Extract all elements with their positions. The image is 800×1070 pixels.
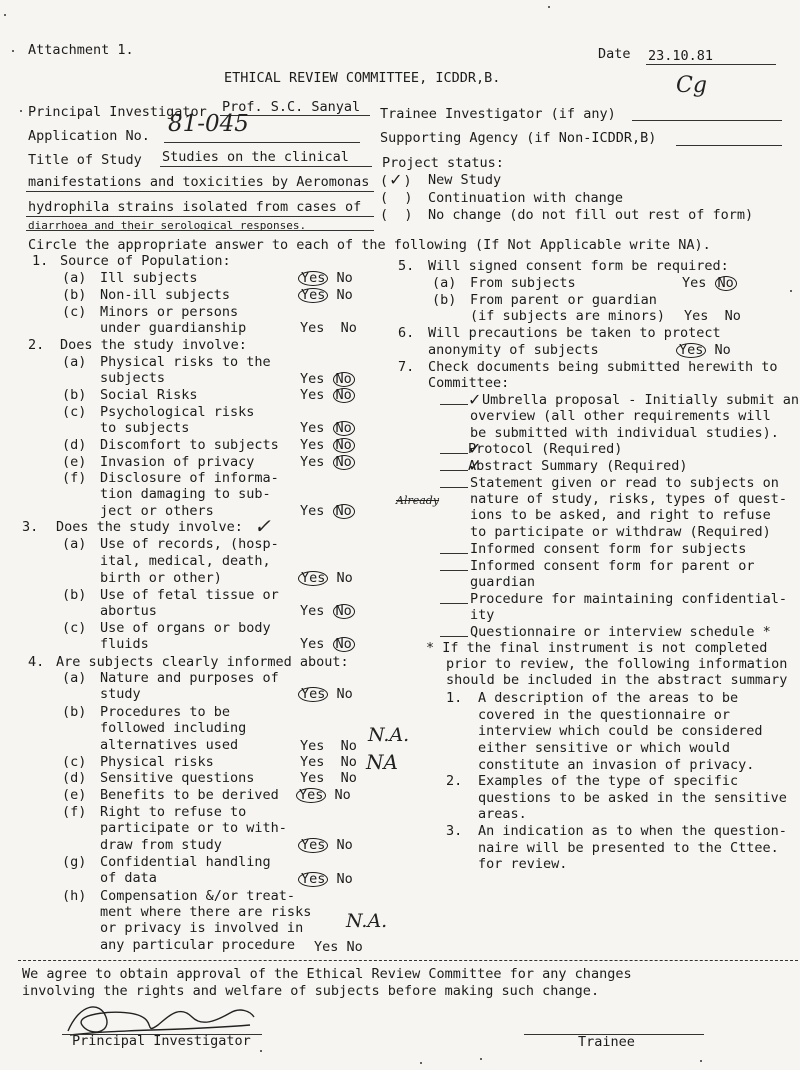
q1c-answer[interactable]: Yes No	[300, 320, 357, 336]
doc-protocol: Protocol (Required)	[468, 441, 623, 457]
q4a-answer[interactable]: Yes No	[298, 686, 353, 702]
q4e-num: (e)	[62, 787, 87, 803]
q4f-text-1: Right to refuse to	[100, 804, 247, 820]
doc-consent-subjects-check[interactable]	[440, 541, 468, 558]
trainee-signature-label: Trainee	[578, 1034, 635, 1050]
q4f-answer[interactable]: Yes No	[298, 837, 353, 853]
note-item-3-line-1: An indication as to when the question-	[478, 823, 787, 839]
doc-umbrella-check[interactable]	[440, 392, 481, 409]
page-title: ETHICAL REVIEW COMMITTEE, ICDDR,B.	[224, 70, 501, 86]
q4b-text-2: followed including	[100, 720, 247, 736]
q4d-num: (d)	[62, 770, 87, 786]
doc-confidentiality-2: ity	[470, 607, 495, 623]
note-item-1-line-5: constitute an invasion of privacy.	[478, 757, 755, 773]
q2-num: 2.	[28, 337, 45, 353]
pi-value: Prof. S.C. Sanyal	[222, 99, 361, 115]
note-item-3-num: 3.	[446, 823, 463, 839]
handwritten-mark: Cg	[676, 73, 707, 98]
q2a-num: (a)	[62, 354, 87, 370]
q3c-answer[interactable]: Yes No	[300, 636, 355, 652]
q2b-num: (b)	[62, 387, 87, 403]
note-item-3-line-2: naire will be presented to the Cttee.	[478, 840, 779, 856]
q4g-answer[interactable]: Yes No	[298, 871, 353, 887]
attachment-label: Attachment 1.	[28, 42, 134, 58]
q4g-num: (g)	[62, 854, 87, 870]
doc-statement-1: Statement given or read to subjects on	[470, 475, 779, 491]
note-item-3-line-3: for review.	[478, 856, 568, 872]
q3b-answer[interactable]: Yes No	[300, 603, 355, 619]
q4b-num: (b)	[62, 704, 87, 720]
q7-num: 7.	[398, 359, 415, 375]
title-line-4: diarrhoea and their serological responses.	[28, 219, 307, 232]
q5-text: Will signed consent form be required:	[428, 258, 729, 274]
doc-statement-2: nature of study, risks, types of quest-	[470, 491, 787, 507]
trainee-label: Trainee Investigator (if any)	[380, 106, 616, 122]
q2e-num: (e)	[62, 454, 87, 470]
q3c-text-2: fluids	[100, 636, 149, 652]
q4e-answer[interactable]: Yes No	[296, 787, 351, 803]
q2a-text-2: subjects	[100, 370, 166, 386]
project-status-label: Project status:	[382, 155, 504, 171]
doc-confidentiality-check[interactable]	[440, 591, 468, 608]
q4h-text-2: ment where there are risks	[100, 904, 312, 920]
q7-text-2: Committee:	[428, 375, 510, 391]
note-item-1-line-2: covered in the questionnaire or	[478, 707, 730, 723]
q2c-answer[interactable]: Yes No	[300, 420, 355, 436]
q5b-text-1: From parent or guardian	[470, 292, 657, 308]
q1b-num: (b)	[62, 287, 87, 303]
q1b-answer[interactable]: Yes No	[298, 287, 353, 303]
q7-text-1: Check documents being submitted herewith to	[428, 359, 778, 375]
instruction: Circle the appropriate answer to each of the following (If Not Applicable write NA).	[28, 237, 711, 253]
q3a-num: (a)	[62, 536, 87, 552]
doc-consent-subjects: Informed consent form for subjects	[470, 541, 747, 557]
note-item-1-num: 1.	[446, 690, 463, 706]
q3-text: Does the study involve:	[56, 519, 243, 535]
q4f-text-3: draw from study	[100, 837, 222, 853]
note-item-1-line-3: interview which could be considered	[478, 723, 763, 739]
title-line-2: manifestations and toxicities by Aeromonas	[28, 174, 370, 190]
q1c-text-1: Minors or persons	[100, 304, 239, 320]
title-line-1: Studies on the clinical	[162, 149, 349, 165]
doc-statement-check[interactable]	[440, 475, 468, 492]
q4a-text-1: Nature and purposes of	[100, 670, 279, 686]
status-new-checkbox[interactable]: (✓ )	[380, 172, 412, 189]
q4c-na-mark: NA	[366, 750, 398, 774]
application-value: 81-045	[168, 111, 249, 137]
q6-text-2: anonymity of subjects	[428, 342, 599, 358]
date-value: 23.10.81	[648, 48, 714, 64]
q4-num: 4.	[28, 654, 45, 670]
q4a-text-2: study	[100, 686, 141, 702]
note-item-1-line-4: either sensitive or which would	[478, 740, 730, 756]
q1c-text-2: under guardianship	[100, 320, 247, 336]
q4b-answer[interactable]: Yes No	[300, 738, 357, 754]
status-nochange-label: No change (do not fill out rest of form)	[428, 207, 754, 223]
q2f-num: (f)	[62, 470, 87, 486]
q4g-text-2: of data	[100, 870, 157, 886]
q1a-text: Ill subjects	[100, 270, 198, 286]
q4b-na-mark: N.A.	[368, 724, 410, 746]
q2e-text: Invasion of privacy	[100, 454, 255, 470]
q3b-num: (b)	[62, 587, 87, 603]
q4h-text-4: any particular procedure	[100, 937, 296, 953]
q5a-num: (a)	[432, 275, 457, 291]
q6-text-1: Will precautions be taken to protect	[428, 325, 721, 341]
q4a-num: (a)	[62, 670, 87, 686]
doc-umbrella-3: be submitted with individual studies).	[470, 425, 779, 441]
doc-consent-parent-check[interactable]	[440, 558, 468, 575]
q4b-text-1: Procedures to be	[100, 704, 231, 720]
q4d-text: Sensitive questions	[100, 770, 255, 786]
q4h-text-3: or privacy is involved in	[100, 920, 304, 936]
agreement-line-1: We agree to obtain approval of the Ethical Review Committee for any changes	[22, 966, 632, 982]
q2f-answer[interactable]: Yes No	[300, 503, 355, 519]
q3a-text-3: birth or other)	[100, 570, 222, 586]
q2e-answer[interactable]: Yes No	[300, 454, 355, 470]
note-item-2-line-2: questions to be asked in the sensitive	[478, 790, 787, 806]
q1b-text: Non-ill subjects	[100, 287, 231, 303]
status-new-label: New Study	[428, 172, 502, 188]
q4h-text-1: Compensation &/or treat-	[100, 888, 296, 904]
note-item-2-line-3: areas.	[478, 806, 527, 822]
q2f-text-1: Disclosure of informa-	[100, 470, 279, 486]
q5b-answer[interactable]: Yes No	[684, 308, 741, 324]
q4h-na-mark: N.A.	[346, 910, 388, 932]
status-continuation-label: Continuation with change	[428, 190, 624, 206]
q4h-answer[interactable]: Yes No	[314, 939, 363, 955]
date-label: Date	[598, 46, 631, 62]
q1a-num: (a)	[62, 270, 87, 286]
title-line-3: hydrophila strains isolated from cases of	[28, 199, 362, 215]
q3c-text-1: Use of organs or body	[100, 620, 271, 636]
agreement-line-2: involving the rights and welfare of subjects before making such change.	[22, 983, 600, 999]
q3a-text-1: Use of records, (hosp-	[100, 536, 279, 552]
q4c-text: Physical risks	[100, 754, 214, 770]
q2f-text-2: tion damaging to sub-	[100, 486, 271, 502]
q4f-text-2: participate or to with-	[100, 820, 287, 836]
doc-questionnaire-check[interactable]	[440, 624, 468, 641]
doc-consent-parent-2: guardian	[470, 574, 536, 590]
q5b-text-2: (if subjects are minors)	[470, 308, 666, 324]
doc-umbrella-2: overview (all other requirements will	[470, 408, 771, 424]
q4h-num: (h)	[62, 888, 87, 904]
q1a-answer[interactable]: Yes No	[298, 270, 353, 286]
q4d-answer[interactable]: Yes No	[300, 770, 357, 786]
application-label: Application No.	[28, 128, 150, 144]
note-item-1-line-1: A description of the areas to be	[478, 690, 739, 706]
doc-statement-3: ions to be asked, and right to refuse	[470, 507, 771, 523]
q3b-text-2: abortus	[100, 603, 157, 619]
q2b-answer[interactable]: Yes No	[300, 387, 355, 403]
q5-num: 5.	[398, 258, 415, 274]
doc-statement-4: to participate or withdraw (Required)	[470, 524, 771, 540]
q2c-num: (c)	[62, 404, 87, 420]
q2-text: Does the study involve:	[60, 337, 247, 353]
q6-answer[interactable]: Yes No	[676, 342, 731, 358]
q4c-num: (c)	[62, 754, 87, 770]
q1-text: Source of Population:	[60, 253, 231, 269]
q2d-num: (d)	[62, 437, 87, 453]
q4b-text-3: alternatives used	[100, 737, 239, 753]
q2d-text: Discomfort to subjects	[100, 437, 279, 453]
q3b-text-1: Use of fetal tissue or	[100, 587, 279, 603]
note-line-2: prior to review, the following information	[446, 656, 788, 672]
note-item-2-num: 2.	[446, 773, 463, 789]
pi-label: Principal Investigator	[28, 104, 207, 120]
q4-text: Are subjects clearly informed about:	[56, 654, 349, 670]
title-label: Title of Study	[28, 152, 142, 168]
q2a-text-1: Physical risks to the	[100, 354, 271, 370]
q2b-text: Social Risks	[100, 387, 198, 403]
q3a-answer[interactable]: Yes No	[298, 570, 353, 586]
q2f-text-3: ject or others	[100, 503, 214, 519]
note-line-1: * If the final instrument is not completed	[426, 640, 768, 656]
q5b-num: (b)	[432, 292, 457, 308]
q3c-num: (c)	[62, 620, 87, 636]
q4g-text-1: Confidential handling	[100, 854, 271, 870]
q4f-num: (f)	[62, 804, 87, 820]
q4e-text: Benefits to be derived	[100, 787, 279, 803]
doc-confidentiality-1: Procedure for maintaining confidential-	[470, 591, 787, 607]
status-continuation-checkbox[interactable]: ( )	[380, 190, 413, 206]
note-line-3: should be included in the abstract summary	[446, 672, 788, 688]
q4c-answer[interactable]: Yes No	[300, 754, 357, 770]
q3-check-mark: ✓	[254, 514, 271, 538]
q3-num: 3.	[22, 519, 39, 535]
q2c-text-2: to subjects	[100, 420, 190, 436]
q6-num: 6.	[398, 325, 415, 341]
q1c-num: (c)	[62, 304, 87, 320]
note-item-2-line-1: Examples of the type of specific	[478, 773, 739, 789]
q2c-text-1: Psychological risks	[100, 404, 255, 420]
q5a-answer[interactable]: Yes No	[682, 275, 737, 291]
doc-abstract: Abstract Summary (Required)	[468, 458, 688, 474]
q3a-text-2: ital, medical, death,	[100, 553, 271, 569]
doc-consent-parent-1: Informed consent form for parent or	[470, 558, 755, 574]
agency-label: Supporting Agency (if Non-ICDDR,B)	[380, 130, 657, 146]
doc-umbrella-1: Umbrella proposal - Initially submit an	[482, 392, 799, 408]
q2d-answer[interactable]: Yes No	[300, 437, 355, 453]
q1-num: 1.	[32, 253, 49, 269]
status-nochange-checkbox[interactable]: ( )	[380, 207, 413, 223]
already-note: Already	[396, 494, 440, 507]
pi-signature-label: Principal Investigator	[72, 1033, 251, 1049]
q2a-answer[interactable]: Yes No	[300, 371, 355, 387]
q5a-text: From subjects	[470, 275, 576, 291]
doc-questionnaire: Questionnaire or interview schedule *	[470, 624, 771, 640]
